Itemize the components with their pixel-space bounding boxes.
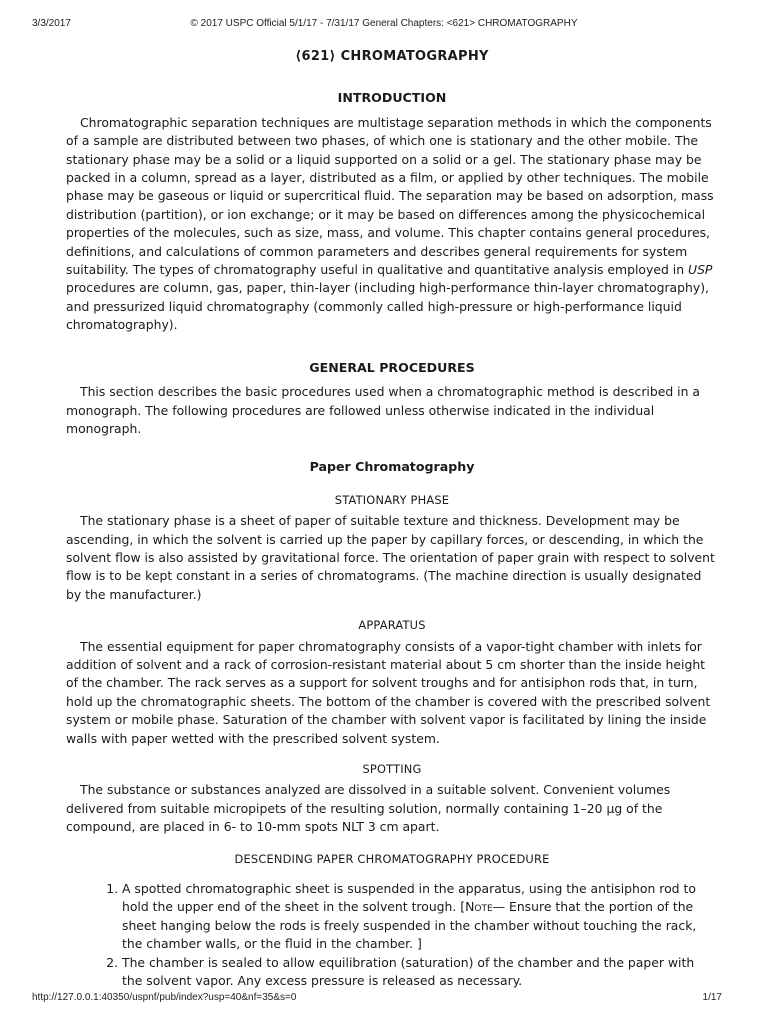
introduction-text-a: Chromatographic separation techniques are multistage separation methods in which the components of a sample are distributed between two phases, of which one is stationary and the other mobile. The stationary phase may be a solid or a liquid supported on a solid or a gel. The stationary phase may be packed in a column, spread as a layer, distributed as a film, or applied by other techniques. The mobile phase may be gaseous or liquid or supercritical fluid. The separation may be based on adsorption, mass distribution (partition), or ion exchange; or it may be based on differences among the physicochemical properties of the molecules, such as size, mass, and volume. This chapter contains general procedures, definitions, and calculations of common parameters and describes general requirements for system suitability. The types of chromatography useful in qualitative and quantitative analysis employed in — [66, 114, 714, 278]
list-item-text-b: — Ensure that the portion of the sheet hanging below the rods is freely suspended in the chamber without touching the rack, the chamber walls, or the fluid in the chamber. ] — [122, 899, 697, 952]
descending-procedure-list — [66, 880, 718, 990]
spotting-paragraph: The substance or substances analyzed are dissolved in a suitable solvent. Convenient volumes delivered from suitable micropipets of the resulting solution, normally containing 1–20 µg of the compound, are placed in 6- to 10-mm spots NLT 3 cm apart. — [66, 782, 671, 835]
subsection-heading-paper-chromatography: Paper Chromatography — [309, 459, 475, 475]
print-date: 3/3/2017 — [32, 18, 71, 29]
list-item-text-a: A spotted chromatographic sheet is suspended in the apparatus, using the antisiphon rod to hold the upper end of the sheet in the solvent trough. [ — [122, 881, 696, 915]
section-heading-introduction: INTRODUCTION — [337, 90, 447, 106]
usp-italic: USP — [688, 262, 713, 278]
heading-descending-procedure: DESCENDING PAPER CHROMATOGRAPHY PROCEDURE — [234, 851, 550, 866]
page-number: 1/17 — [702, 992, 722, 1003]
section-heading-general-procedures: GENERAL PROCEDURES — [309, 359, 475, 375]
introduction-text-b: procedures are column, gas, paper, thin-layer (including high-performance thin-layer chromatography), and pressurized liquid chromatography (commonly called high-pressure or high-performance liquid chromatography). — [66, 280, 709, 333]
introduction-paragraph — [66, 114, 718, 335]
general-procedures-paragraph: This section describes the basic procedures used when a chromatographic method is described in a monograph. The following procedures are followed unless otherwise indicated in the individual monograph. — [66, 384, 700, 436]
stationary-phase-paragraph: The stationary phase is a sheet of paper of suitable texture and thickness. Development may be ascending, in which the solvent is carried up the paper by capillary forces, or descending, in which the solvent flow is also assisted by gravitational force. The orientation of paper grain with respect to solvent flow is to be kept constant in a series of chromatograms. (The machine direction is usually designated by the manufacturer.) — [66, 513, 715, 602]
chapter-title: ⟨621⟩ CHROMATOGRAPHY — [295, 49, 489, 64]
heading-stationary-phase: STATIONARY PHASE — [334, 492, 450, 507]
note-label: Note — [465, 899, 493, 915]
list-item-text: The chamber is sealed to allow equilibration (saturation) of the chamber and the paper with the solvent vapor. Any excess pressure is released as necessary. — [122, 954, 695, 989]
apparatus-paragraph: The essential equipment for paper chromatography consists of a vapor-tight chamber with inlets for addition of solvent and a rack of corrosion-resistant material about 5 cm shorter than the inside height of the chamber. The rack serves as a support for solvent troughs and for antisiphon rods that, in turn, hold up the chromatographic sheets. The bottom of the chamber is covered with the prescribed solvent system or mobile phase. Saturation of the chamber with solvent vapor is facilitated by lining the inside walls with paper wetted with the prescribed solvent system. — [66, 638, 711, 746]
heading-apparatus: APPARATUS — [358, 618, 426, 633]
document-body — [66, 48, 718, 990]
print-title: © 2017 USPC Official 5/1/17 - 7/31/17 General Chapters: <621> CHROMATOGRAPHY — [190, 18, 578, 29]
print-footer — [32, 992, 736, 1006]
print-header — [32, 18, 736, 32]
list-item — [122, 954, 718, 991]
heading-spotting: SPOTTING — [362, 762, 422, 776]
print-url: http://127.0.0.1:40350/uspnf/pub/index?usp=40&nf=35&s=0 — [32, 992, 297, 1003]
list-item — [122, 880, 718, 954]
